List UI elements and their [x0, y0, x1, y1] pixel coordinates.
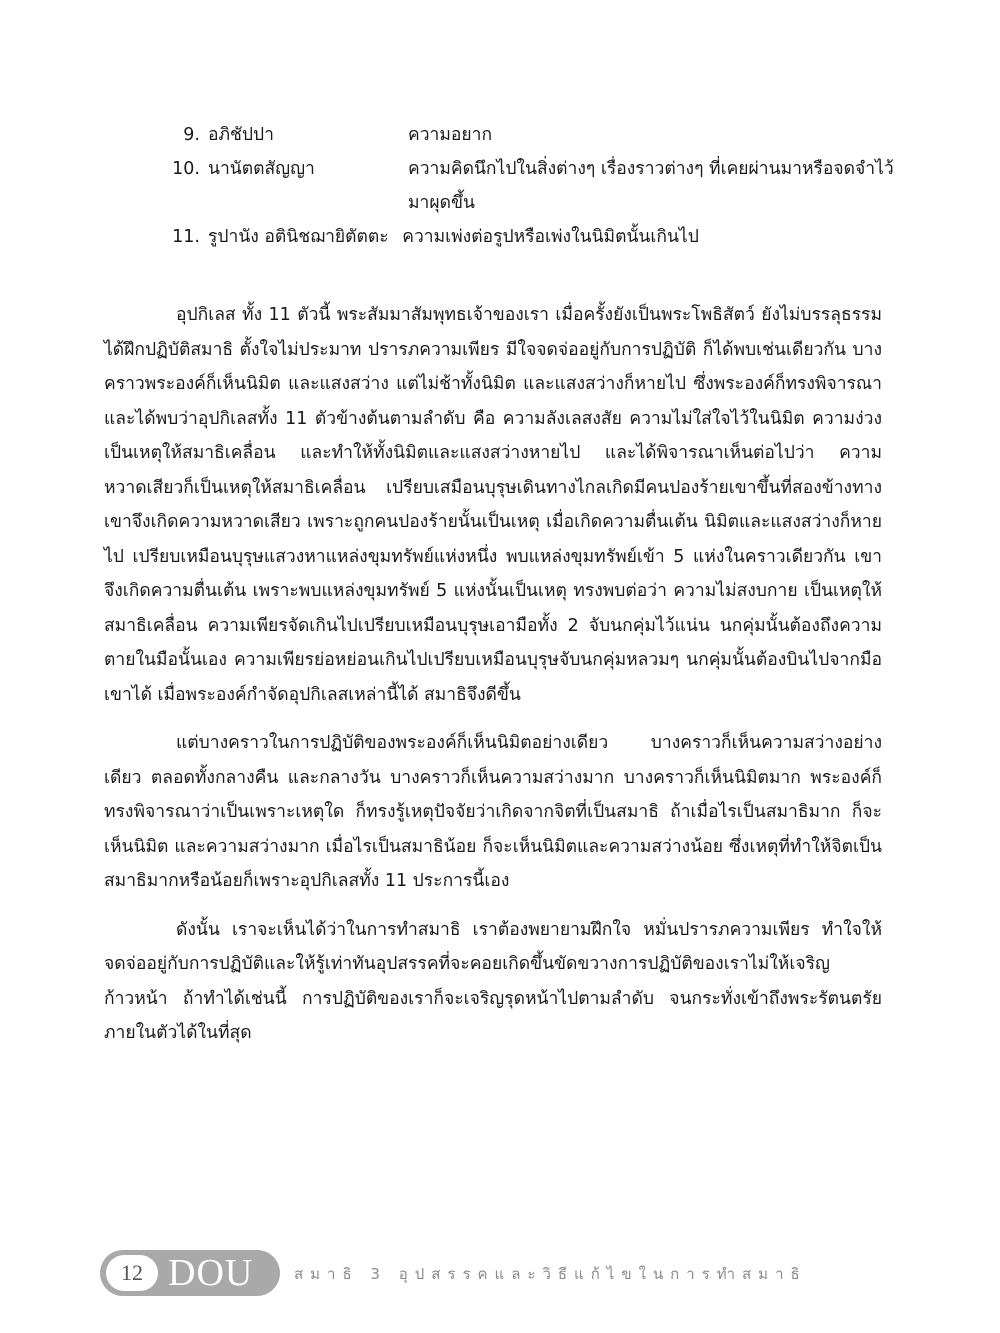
page-badge — [100, 1250, 280, 1296]
list-item-number: 10. — [172, 159, 200, 179]
body-text — [104, 298, 882, 1065]
dou-logo: DOU — [168, 1252, 254, 1294]
running-chapter-title: สมาธิ 3 อุปสรรคและวิธีแก้ไขในการทำสมาธิ — [294, 1265, 807, 1283]
page-footer — [100, 1250, 900, 1298]
list-item-term: อภิชัปปา — [208, 125, 274, 145]
list-item — [170, 220, 900, 254]
list-item — [170, 118, 900, 152]
list-item-number: 11. — [172, 227, 200, 247]
list-item — [170, 152, 900, 220]
paragraph: แต่บางคราวในการปฏิบัติของพระองค์ก็เห็นนิมิตอย่างเดียว บางคราวก็เห็นความสว่างอย่างเดียว ตลอดทั้งกลางคืน และกลางวัน บางคราวก็เห็นความสว่างมาก บางคราวก็เห็นนิมิตมาก พระองค์ก็ทรงพิจารณาว่าเป็นเพราะเหตุใด ก็ทรงรู้เหตุปัจจัยว่าเกิดจากจิตที่เป็นสมาธิ ถ้าเมื่อไรเป็นสมาธิมาก ก็จะเห็นนิมิต และความสว่างมาก เมื่อไรเป็นสมาธิน้อย ก็จะเห็นนิมิตและความสว่างน้อย ซึ่งเหตุที่ทำให้จิตเป็นสมาธิมากหรือน้อยก็เพราะอุปกิเลสทั้ง 11 ประการนี้เอง — [104, 733, 882, 891]
list-item-description: ความเพ่งต่อรูปหรือเพ่งในนิมิตนั้นเกินไป — [402, 227, 699, 247]
list-item-term: นานัตตสัญญา — [208, 159, 315, 179]
list-item-description: ความอยาก — [408, 125, 493, 145]
paragraph: ดังนั้น เราจะเห็นได้ว่าในการทำสมาธิ เราต้องพยายามฝึกใจ หมั่นปรารภความเพียร ทำใจให้จดจ่ออยู่กับการปฏิบัติและให้รู้เท่าทันอุปสรรคที่จะคอยเกิดขึ้นขัดขวางการปฏิบัติของเราไม่ให้เจริญก้าวหน้า ถ้าทำได้เช่นนี้ การปฏิบัติของเราก็จะเจริญรุดหน้าไปตามลำดับ จนกระทั่งเข้าถึงพระรัตนตรัยภายในตัวได้ในที่สุด — [104, 919, 882, 1043]
list-item-term: รูปานัง อตินิชฌายิตัตตะ — [208, 227, 389, 247]
page-number: 12 — [106, 1255, 158, 1291]
list-item-number: 9. — [183, 125, 200, 145]
numbered-list — [170, 118, 900, 254]
paragraph: อุปกิเลส ทั้ง 11 ตัวนี้ พระสัมมาสัมพุทธเจ้าของเรา เมื่อครั้งยังเป็นพระโพธิสัตว์ ยังไม่บรรลุธรรม ได้ฝึกปฏิบัติสมาธิ ตั้งใจไม่ประมาท ปรารภความเพียร มีใจจดจ่ออยู่กับการปฏิบัติ ก็ได้พบเช่นเดียวกัน บางคราวพระองค์ก็เห็นนิมิต และแสงสว่าง แต่ไม่ช้าทั้งนิมิต และแสงสว่างก็หายไป ซึ่งพระองค์ก็ทรงพิจารณาและได้พบว่าอุปกิเลสทั้ง 11 ตัวข้างต้นตามลำดับ คือ ความลังเลสงสัย ความไม่ใส่ใจไว้ในนิมิต ความง่วง เป็นเหตุให้สมาธิเคลื่อน และทำให้ทั้งนิมิตและแสงสว่างหายไป และได้พิจารณาเห็นต่อไปว่า ความหวาดเสียวก็เป็นเหตุให้สมาธิเคลื่อน เปรียบเสมือนบุรุษเดินทางไกลเกิดมีคนปองร้ายเขาขึ้นที่สองข้างทาง เขาจึงเกิดความหวาดเสียว เพราะถูกคนปองร้ายนั้นเป็นเหตุ เมื่อเกิดความตื่นเต้น นิมิตและแสงสว่างก็หายไป เปรียบเหมือนบุรุษแสวงหาแหล่งขุมทรัพย์แห่งหนึ่ง พบแหล่งขุมทรัพย์เข้า 5 แห่งในคราวเดียวกัน เขาจึงเกิดความตื่นเต้น เพราะพบแหล่งขุมทรัพย์ 5 แห่งนั้นเป็นเหตุ ทรงพบต่อว่า ความไม่สงบกาย เป็นเหตุให้สมาธิเคลื่อน ความเพียรจัดเกินไปเปรียบเหมือนบุรุษเอามือทั้ง 2 จับนกคุ่มไว้แน่น นกคุ่มนั้นต้องถึงความตายในมือนั้นเอง ความเพียรย่อหย่อนเกินไปเปรียบเหมือนบุรุษจับนกคุ่มหลวมๆ นกคุ่มนั้นต้องบินไปจากมือเขาได้ เมื่อพระองค์กำจัดอุปกิเลสเหล่านี้ได้ สมาธิจึงดีขึ้น — [104, 305, 882, 705]
list-item-description: ความคิดนึกไปในสิ่งต่างๆ เรื่องราวต่างๆ ที่เคยผ่านมาหรือจดจำไว้มาผุดขึ้น — [408, 159, 894, 213]
